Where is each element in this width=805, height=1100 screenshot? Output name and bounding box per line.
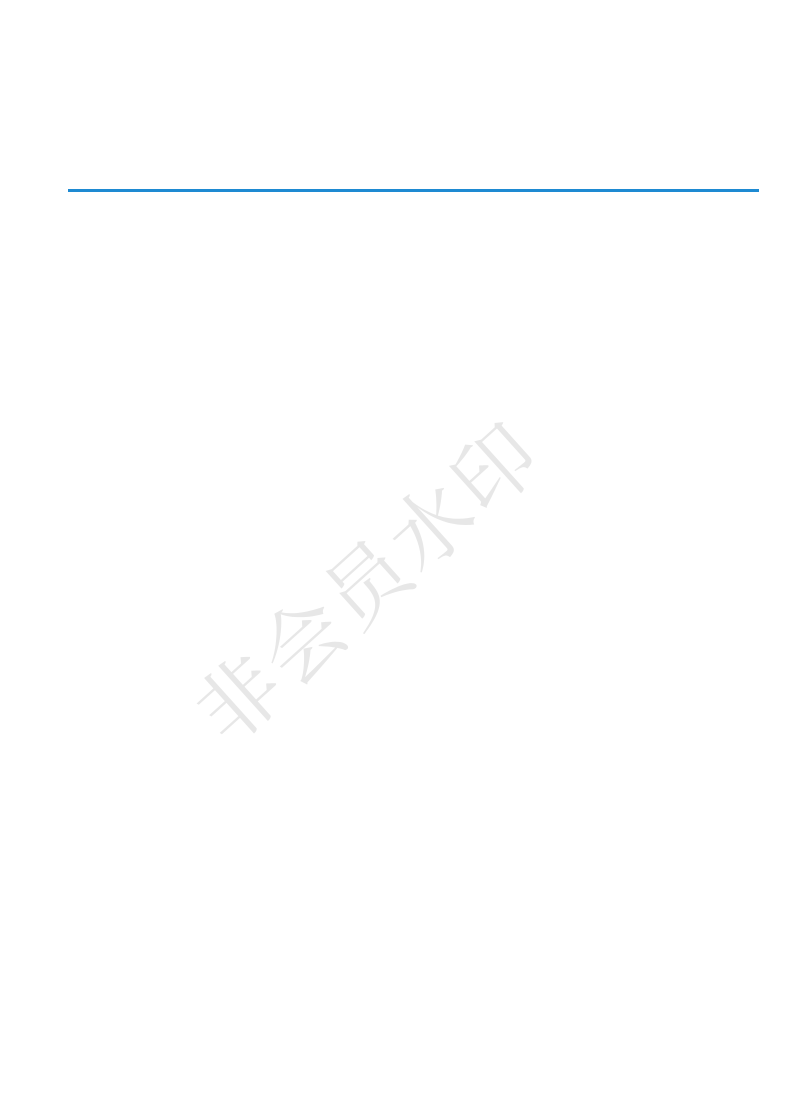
watermark: 非会员水印	[178, 404, 562, 763]
header-divider	[68, 189, 759, 192]
